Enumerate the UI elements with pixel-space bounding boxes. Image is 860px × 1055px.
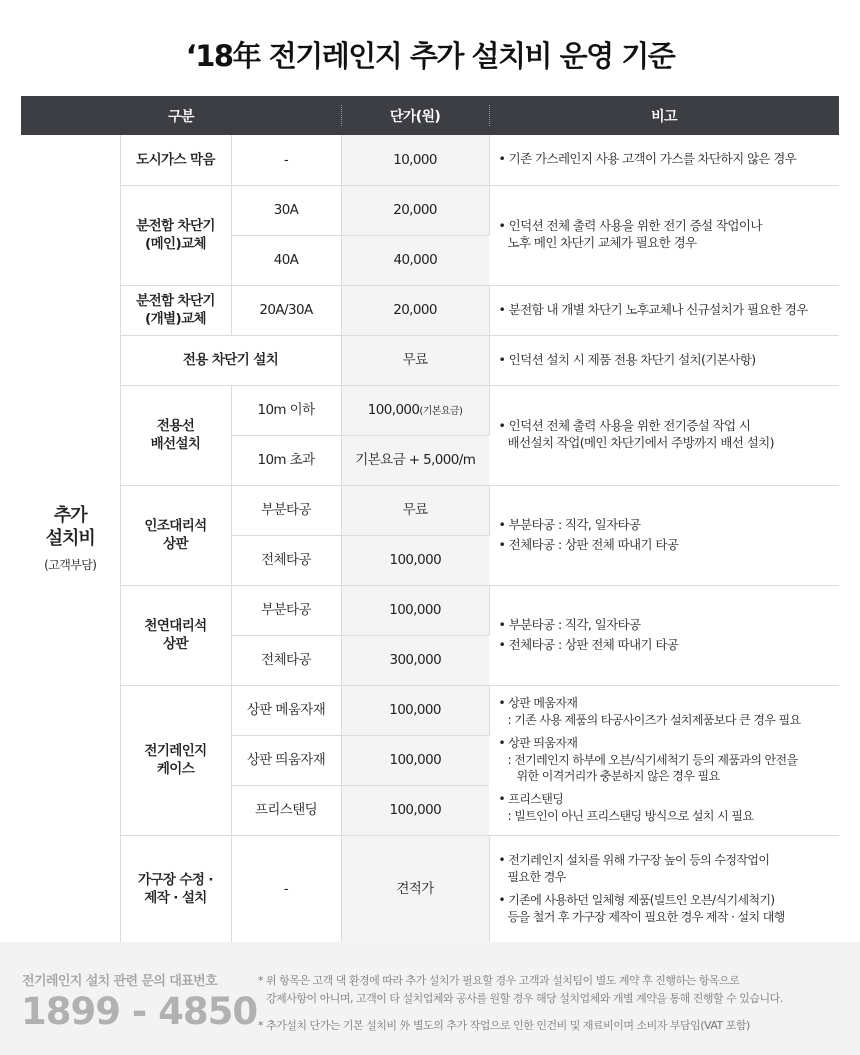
spec-cell: 10m 이하 xyxy=(231,385,341,435)
spec-cell: 20A/30A xyxy=(231,285,341,335)
note-cell: • 기존 가스레인지 사용 고객이 가스를 차단하지 않은 경우 xyxy=(489,135,839,185)
price-cell xyxy=(341,385,489,435)
note-cell xyxy=(489,585,839,685)
note-cell xyxy=(489,485,839,585)
item-wiring: 전용선 배선설치 xyxy=(120,385,231,485)
note-line: 배선설치 작업(메인 차단기에서 주방까지 배선 설치) xyxy=(507,435,774,450)
table-header-row xyxy=(21,96,839,135)
footer-note-line: 강제사항이 아니며, 고객이 타 설치업체와 공사를 원할 경우 해당 설치업체와 개별 계약을 통해 진행할 수 있습니다. xyxy=(266,992,783,1006)
spec-cell: 40A xyxy=(231,235,341,285)
note-line: 필요한 경우 xyxy=(507,869,566,884)
table-row xyxy=(21,685,839,735)
price-cell: 40,000 xyxy=(341,235,489,285)
price-note: (기본요금) xyxy=(419,405,463,417)
spec-cell: 10m 초과 xyxy=(231,435,341,485)
price-cell: 기본요금 + 5,000/m xyxy=(341,435,489,485)
note-line: • 부분타공 : 직각, 일자타공 xyxy=(498,616,641,632)
note-cell xyxy=(489,185,839,285)
note-line: • 기존에 사용하던 일체형 제품(빌트인 오븐/식기세척기) xyxy=(498,892,775,907)
header-price: 단가(원) xyxy=(341,96,489,135)
install-fee-table xyxy=(21,96,839,942)
contact-phone: 1899 - 4850 xyxy=(21,990,258,1033)
price-cell: 견적가 xyxy=(341,835,489,942)
footer-note-line: * 추가설치 단가는 기본 설치비 外 별도의 추가 작업으로 인한 인건비 및 재료비이며 소비자 부담임(VAT 포함) xyxy=(258,1019,750,1033)
price-cell: 100,000 xyxy=(341,535,489,585)
page-title: ‘18年 전기레인지 추가 설치비 운영 기준 xyxy=(185,39,675,73)
note-line: • 프리스탠딩 xyxy=(498,792,564,807)
note-cell: • 분전함 내 개별 차단기 노후교체나 신규설치가 필요한 경우 xyxy=(489,285,839,335)
note-line: • 인덕션 전체 출력 사용을 위한 전기증설 작업 시 xyxy=(498,418,751,434)
table-row xyxy=(21,285,839,335)
footer-note-line: * 위 항목은 고객 댁 환경에 따라 추가 설치가 필요할 경우 고객과 설치팀이 별도 계약 후 진행하는 항목으로 xyxy=(258,974,740,987)
note-line: • 전체타공 : 상판 전체 따내기 타공 xyxy=(498,536,679,552)
contact-label: 전기레인지 설치 관련 문의 대표번호 xyxy=(22,974,218,989)
table-row xyxy=(21,485,839,535)
spec-cell: - xyxy=(231,835,341,942)
table-row xyxy=(21,185,839,235)
spec-cell: 프리스탠딩 xyxy=(231,785,341,835)
item-sub-breaker: 분전함 차단기 (개별)교체 xyxy=(120,285,231,335)
spec-cell: - xyxy=(231,135,341,185)
table-row xyxy=(21,335,839,385)
item-natural-marble: 천연대리석 상판 xyxy=(120,585,231,685)
note-line: • 전체타공 : 상판 전체 따내기 타공 xyxy=(498,636,679,652)
price-cell: 300,000 xyxy=(341,635,489,685)
table-row xyxy=(21,385,839,435)
header-category: 구분 xyxy=(21,96,341,135)
note-line: 노후 메인 차단기 교체가 필요한 경우 xyxy=(507,235,697,250)
spec-cell: 30A xyxy=(231,185,341,235)
price-cell: 20,000 xyxy=(341,285,489,335)
header-note: 비고 xyxy=(489,96,839,135)
item-furniture: 가구장 수정 · 제작 · 설치 xyxy=(120,835,231,942)
note-cell: • 인덕션 설치 시 제품 전용 차단기 설치(기본사항) xyxy=(489,335,839,385)
note-line: • 부분타공 : 직각, 일자타공 xyxy=(498,516,641,532)
item-main-breaker: 분전함 차단기 (메인)교체 xyxy=(120,185,231,285)
price-cell: 100,000 xyxy=(341,685,489,735)
spec-cell: 전체타공 xyxy=(231,635,341,685)
spec-cell: 상판 메움자재 xyxy=(231,685,341,735)
item-case: 전기레인지 케이스 xyxy=(120,685,231,835)
note-cell xyxy=(489,385,839,485)
note-line: : 기존 사용 제품의 타공사이즈가 설치제품보다 큰 경우 필요 xyxy=(507,713,801,727)
table-row xyxy=(21,585,839,635)
category-cell xyxy=(21,135,120,942)
note-line: • 상판 띄움자재 xyxy=(498,735,578,750)
note-line: 위한 이격거리가 충분하지 않은 경우 필요 xyxy=(516,769,720,784)
table-row xyxy=(21,835,839,942)
category-sub: (고객부담) xyxy=(44,557,97,572)
footer xyxy=(0,942,860,1055)
item-gas-stop: 도시가스 막음 xyxy=(120,135,231,185)
note-line: • 상판 메움자재 xyxy=(498,696,578,711)
price-cell: 100,000 xyxy=(341,735,489,785)
price-value: 100,000 xyxy=(367,401,420,418)
note-line: • 인덕션 전체 출력 사용을 위한 전기 증설 작업이나 xyxy=(498,218,762,234)
spec-cell: 부분타공 xyxy=(231,585,341,635)
table-row xyxy=(21,135,839,185)
footer-notes xyxy=(258,972,838,1035)
price-cell: 10,000 xyxy=(341,135,489,185)
price-cell: 무료 xyxy=(341,485,489,535)
note-cell xyxy=(489,685,839,835)
price-cell: 20,000 xyxy=(341,185,489,235)
item-dedicated-breaker: 전용 차단기 설치 xyxy=(120,335,341,385)
note-line: : 전기레인지 하부에 오븐/식기세척기 등의 제품과의 안전을 xyxy=(507,752,798,767)
price-cell: 100,000 xyxy=(341,585,489,635)
note-line: : 빌트인이 아닌 프리스탠딩 방식으로 설치 시 필요 xyxy=(507,808,754,823)
note-line: 등을 철거 후 가구장 제작이 필요한 경우 제작 · 설치 대행 xyxy=(507,909,785,924)
note-line: • 전기레인지 설치를 위해 가구장 높이 등의 수정작업이 xyxy=(498,853,770,868)
spec-cell: 전체타공 xyxy=(231,535,341,585)
item-artificial-marble: 인조대리석 상판 xyxy=(120,485,231,585)
spec-cell: 상판 띄움자재 xyxy=(231,735,341,785)
price-cell: 무료 xyxy=(341,335,489,385)
category-main: 추가 설치비 xyxy=(45,505,95,550)
note-cell xyxy=(489,835,839,942)
price-cell: 100,000 xyxy=(341,785,489,835)
spec-cell: 부분타공 xyxy=(231,485,341,535)
